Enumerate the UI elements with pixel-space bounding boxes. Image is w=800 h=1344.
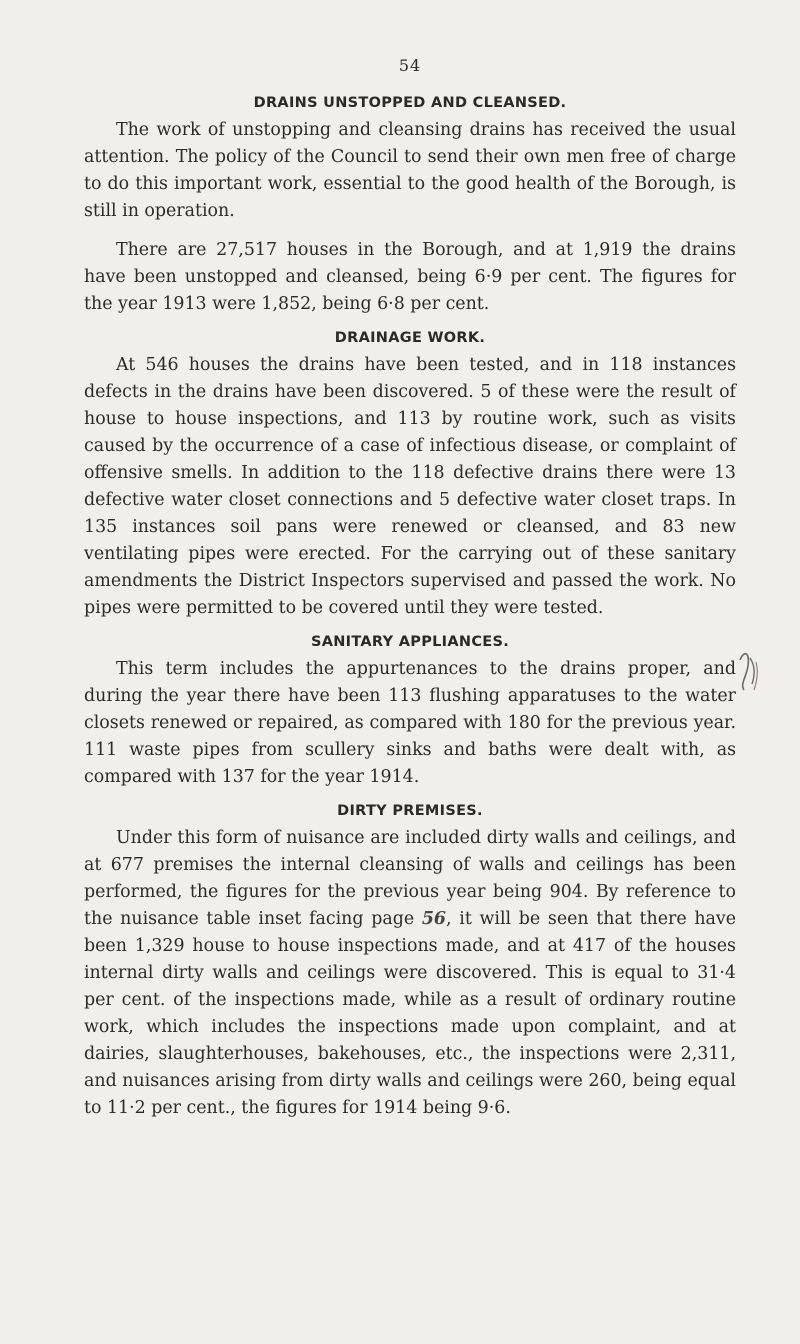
paragraph: There are 27,517 houses in the Borough, and at 1,919 the drains have been unstopped and cleansed, being 6·9 per cent. The figures for the year 1913 were 1,852, being 6·8 per cent. — [84, 240, 736, 314]
paragraph: At 546 houses the drains have been tested, and in 118 instances defects in the drains have been discovered. 5 of these were the result of house to house inspections, and 113 by routine work, such as visits caused by the occurrence of a case of infectious disease, or complaint of offensive smells. In addition to the 118 defective drains there were 13 defective water closet connections and 5 defective water closet traps. In 135 instances soil pans were renewed or cleansed, and 83 new ventilating pipes were erected. For the carrying out of these sanitary amendments the District Inspectors supervised and passed the work. No pipes were permitted to be covered until they were tested. — [84, 355, 736, 618]
section-drainage-work — [84, 330, 736, 622]
handwritten-page-reference: 56 — [421, 909, 447, 929]
margin-pencil-mark — [728, 640, 772, 700]
paragraph: The work of unstopping and cleansing drains has received the usual attention. The policy of the Council to send their own men free of charge to do this important work, essential to the good health of the Borough, is still in operation. — [84, 120, 736, 221]
document-page — [84, 56, 736, 1134]
paragraph-text-start: Under this form of nuisance are included dirty walls and ceilings, and at 677 premises the internal cleansing of walls and ceilings has been performed, the figures for the previous year being 904. By reference to the nuisance table inset facing page — [84, 828, 736, 929]
section-sanitary-appliances — [84, 634, 736, 791]
page-number: 54 — [398, 56, 422, 75]
paragraph — [84, 825, 736, 1122]
section-heading: DRAINAGE WORK. — [334, 330, 486, 346]
section-drains-unstopped — [84, 95, 736, 318]
section-heading: SANITARY APPLIANCES. — [310, 634, 510, 650]
paragraph: This term includes the appurtenances to the drains proper, and during the year there have been 113 flushing apparatuses to the water closets renewed or repaired, as compared with 180 for the previous year. 111 waste pipes from scullery sinks and baths were dealt with, as compared with 137 for the year 1914. — [84, 659, 736, 787]
section-heading: DIRTY PREMISES. — [337, 803, 483, 819]
section-heading: DRAINS UNSTOPPED AND CLEANSED. — [253, 95, 567, 111]
section-dirty-premises — [84, 803, 736, 1122]
paragraph-text-end: , it will be seen that there have been 1,329 house to house inspections made, and at 417 of the houses internal dirty walls and ceilings were discovered. This is equal to 31·4 per cent. of the inspections made, while as a result of ordinary routine work, which includes the inspections made upon complaint, and at dairies, slaughterhouses, bakehouses, etc., the inspections were 2,311, and nuisances arising from dirty walls and ceilings were 260, being equal to 11·2 per cent., the figures for 1914 being 9·6. — [84, 909, 737, 1118]
